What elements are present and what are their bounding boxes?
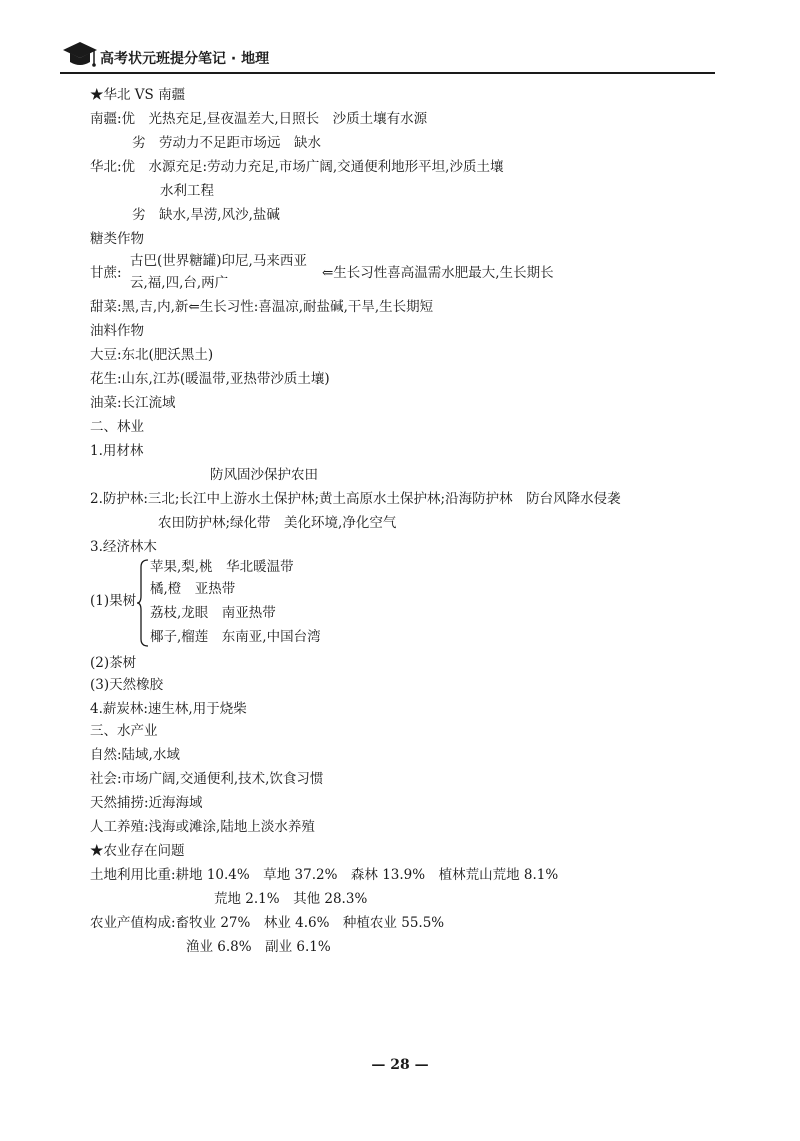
text-line: 云,福,四,台,两广 [130,275,229,291]
section-heading-oil-crops: 油料作物 [90,323,144,339]
left-brace [136,558,150,648]
text-line: 2.防护林:三北;长江中上游水土保护林;黄土高原水土保护林;沿海防护林 防台风降水侵袭 [90,491,621,507]
text-line: 防风固沙保护农田 [210,467,318,483]
section-heading-fishery: 三、水产业 [90,723,158,739]
page-number: — 28 — [371,1057,429,1073]
text-line: 劣 缺水,旱涝,风沙,盐碱 [132,207,280,223]
section-heading-sugar-crops: 糖类作物 [90,231,144,247]
text-line: 荒地 2.1% 其他 28.3% [214,891,368,907]
text-line: (1)果树 [90,593,137,609]
text-line: 自然:陆域,水域 [90,747,180,763]
text-line: 渔业 6.8% 副业 6.1% [186,939,331,955]
text-line: 土地利用比重:耕地 10.4% 草地 37.2% 森林 13.9% 植林荒山荒地 8.1% [90,867,559,883]
text-line: 水利工程 [160,183,214,199]
header-rule [60,72,715,74]
page-header [60,36,715,76]
text-line: 劣 劳动力不足距市场远 缺水 [132,135,321,151]
text-line: 农田防护林;绿化带 美化环境,净化空气 [158,515,397,531]
text-line: 农业产值构成:畜牧业 27% 林业 4.6% 种植农业 55.5% [90,915,445,931]
text-line: 花生:山东,江苏(暖温带,亚热带沙质土壤) [90,371,330,387]
text-line: 大豆:东北(肥沃黑土) [90,347,214,363]
text-line: 甜菜:黑,吉,内,新⇐生长习性:喜温凉,耐盐碱,干旱,生长期短 [90,299,434,315]
text-line: 天然捕捞:近海海域 [90,795,203,811]
graduation-cap-icon [62,40,98,70]
section-heading-agriculture-problems: ★农业存在问题 [90,843,185,859]
text-line: 荔枝,龙眼 南亚热带 [150,605,276,621]
text-line: (3)天然橡胶 [90,677,164,693]
text-line: 椰子,榴莲 东南亚,中国台湾 [150,629,321,645]
text-line: 人工养殖:浅海或滩涂,陆地上淡水养殖 [90,819,315,835]
text-line: 甘蔗: [90,265,122,281]
text-line: ⇐生长习性喜高温需水肥最大,生长期长 [322,265,554,281]
text-line: 1.用材林 [90,443,144,459]
text-line: 4.薪炭林:速生林,用于烧柴 [90,701,247,717]
section-heading-forestry: 二、林业 [90,419,144,435]
text-line: 橘,橙 亚热带 [150,581,236,597]
text-line: 3.经济林木 [90,539,157,555]
text-line: 华北:优 水源充足:劳动力充足,市场广阔,交通便利地形平坦,沙质土壤 [90,159,504,175]
text-line: (2)茶树 [90,655,137,671]
section-heading-north-vs-south: ★华北 VS 南疆 [90,87,186,103]
text-line: 南疆:优 光热充足,昼夜温差大,日照长 沙质土壤有水源 [90,111,428,127]
header-title: 高考状元班提分笔记 · 地理 [100,51,270,67]
text-line: 苹果,梨,桃 华北暖温带 [150,559,294,575]
text-line: 油菜:长江流域 [90,395,176,411]
text-line: 社会:市场广阔,交通便利,技术,饮食习惯 [90,771,324,787]
text-line: 古巴(世界糖罐)印尼,马来西亚 [130,253,307,269]
